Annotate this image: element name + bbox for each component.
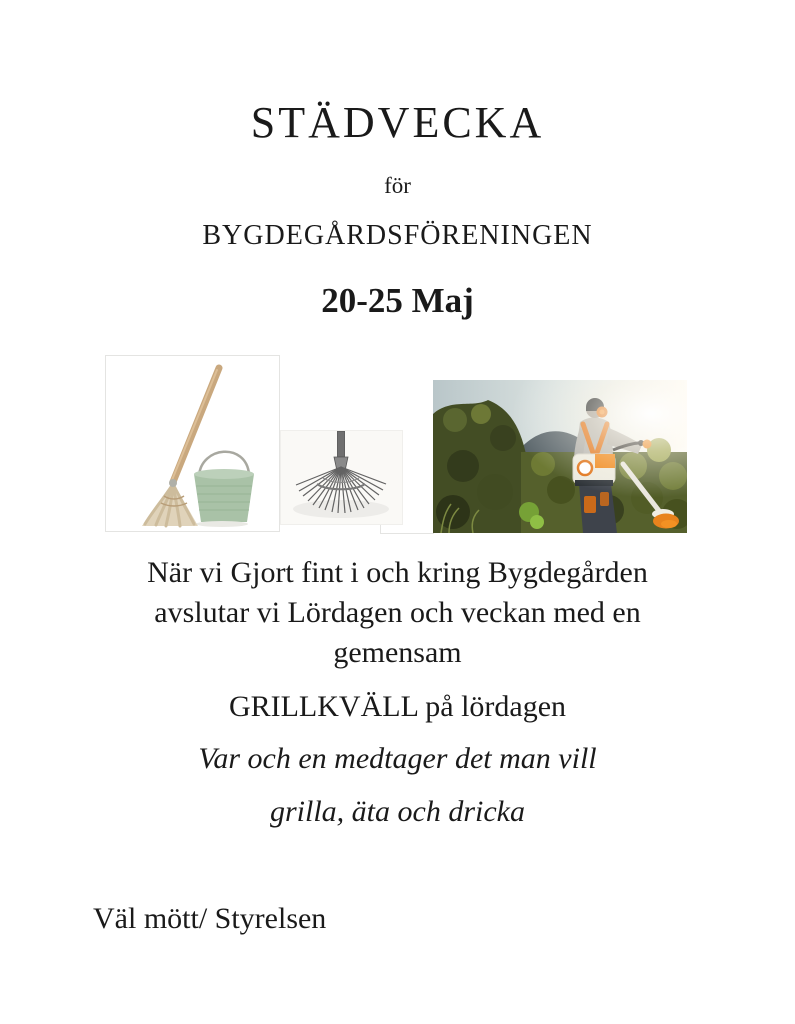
brush-cutter-worker-photo bbox=[433, 380, 687, 533]
leaf-rake-illustration bbox=[281, 431, 402, 524]
body-line: avslutar vi Lördagen och veckan med en bbox=[154, 596, 641, 629]
leaf-rake-photo bbox=[280, 430, 403, 525]
italic-note-line: grilla, äta och dricka bbox=[270, 795, 525, 828]
bucket-body bbox=[194, 474, 254, 522]
body-line: gemensam bbox=[333, 636, 462, 669]
signature: Väl mött/ Styrelsen bbox=[93, 902, 327, 935]
italic-note-line: Var och en medtager det man vill bbox=[198, 742, 597, 775]
rake-handle bbox=[338, 431, 345, 457]
organization-name: BYGDEGÅRDSFÖRENINGEN bbox=[202, 220, 593, 251]
bucket-rim bbox=[194, 469, 254, 479]
body-line: När vi Gjort fint i och kring Bygdegården bbox=[147, 556, 648, 589]
body-paragraph bbox=[0, 553, 795, 673]
broom-and-bucket-photo bbox=[105, 355, 280, 532]
broom-and-bucket-illustration bbox=[106, 356, 279, 531]
subtitle-for: för bbox=[384, 173, 411, 198]
broom-binding bbox=[169, 479, 177, 487]
sun-glare bbox=[433, 380, 687, 533]
brush-cutter-illustration bbox=[433, 380, 687, 533]
poster-title: STÄDVECKA bbox=[250, 98, 545, 147]
event-line: GRILLKVÄLL på lördagen bbox=[228, 690, 567, 723]
date-range: 20-25 Maj bbox=[321, 281, 474, 320]
